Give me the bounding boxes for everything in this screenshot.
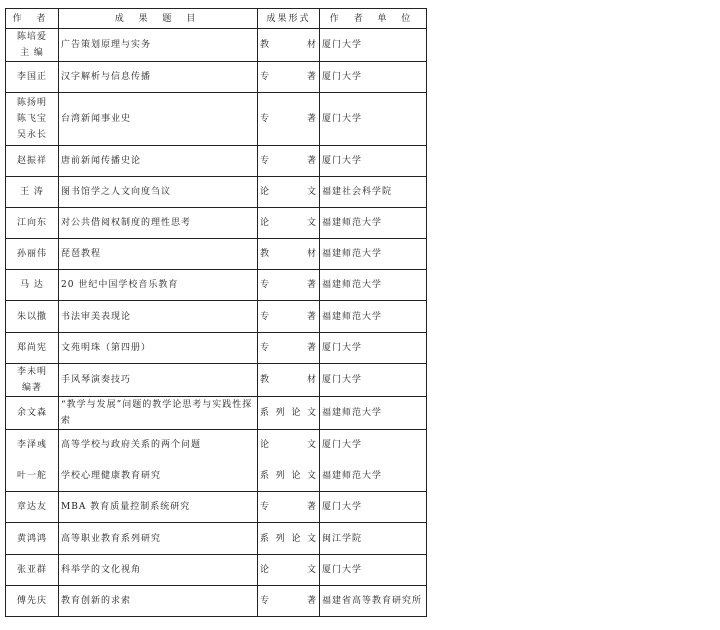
title-cell: 高等学校与政府关系的两个问题 (59, 430, 258, 461)
header-unit: 作 者 单 位 (320, 9, 427, 29)
form-cell: 教 材 (258, 364, 320, 397)
unit-cell: 厦门大学 (320, 430, 427, 461)
table-row (6, 586, 427, 617)
table-row (6, 555, 427, 586)
author-cell: 李国正 (6, 62, 59, 93)
table-row (6, 270, 427, 301)
title-cell: 书法审美表现论 (59, 301, 258, 333)
author-cell: 章达友 (6, 492, 59, 523)
title-cell: 学校心理健康教育研究 (59, 461, 258, 492)
table-row (6, 177, 427, 208)
form-cell: 论 文 (258, 208, 320, 239)
title-cell: 文苑明珠（第四册） (59, 333, 258, 364)
header-title: 成 果 题 目 (59, 9, 258, 29)
table-row (6, 146, 427, 177)
form-cell: 专 著 (258, 146, 320, 177)
table-row (6, 29, 427, 62)
unit-cell: 福建省高等教育研究所 (320, 586, 427, 617)
table-row (6, 208, 427, 239)
form-cell: 论 文 (258, 555, 320, 586)
table-row (6, 239, 427, 270)
table-row (6, 93, 427, 146)
form-cell: 教 材 (258, 29, 320, 62)
table-row (6, 301, 427, 333)
author-cell: 张亚群 (6, 555, 59, 586)
form-cell: 专 著 (258, 62, 320, 93)
table-row (6, 430, 427, 461)
author-cell: 黄鸿鸿 (6, 523, 59, 555)
form-cell: 系列论文 (258, 523, 320, 555)
author-cell: 赵振祥 (6, 146, 59, 177)
title-cell: 对公共借阅权制度的理性思考 (59, 208, 258, 239)
unit-cell: 福建师范大学 (320, 239, 427, 270)
author-cell: 傅先庆 (6, 586, 59, 617)
form-cell: 专 著 (258, 492, 320, 523)
table-row (6, 397, 427, 430)
title-cell: 唐前新闻传播史论 (59, 146, 258, 177)
unit-cell: 厦门大学 (320, 492, 427, 523)
unit-cell: 厦门大学 (320, 93, 427, 146)
unit-cell: 福建师范大学 (320, 301, 427, 333)
table-row (6, 492, 427, 523)
author-cell: 孙丽伟 (6, 239, 59, 270)
title-cell: 琵琶教程 (59, 239, 258, 270)
form-cell: 专 著 (258, 586, 320, 617)
unit-cell: 福建社会科学院 (320, 177, 427, 208)
unit-cell: 厦门大学 (320, 29, 427, 62)
form-cell: 系列论文 (258, 397, 320, 430)
form-cell: 专 著 (258, 301, 320, 333)
title-cell: 手风琴演奏技巧 (59, 364, 258, 397)
unit-cell: 福建师范大学 (320, 397, 427, 430)
header-author: 作 者 (6, 9, 59, 29)
author-cell: 叶一舵 (6, 461, 59, 492)
author-cell: 陈扬明 陈飞宝 吴永长 (6, 93, 59, 146)
form-cell: 专 著 (258, 93, 320, 146)
title-cell: 科举学的文化视角 (59, 555, 258, 586)
author-cell: 朱以撒 (6, 301, 59, 333)
form-cell: 论 文 (258, 430, 320, 461)
header-row (6, 9, 427, 29)
header-form: 成果形式 (258, 9, 320, 29)
awards-table (5, 8, 427, 617)
title-cell: MBA 教育质量控制系统研究 (59, 492, 258, 523)
title-cell: 台湾新闻事业史 (59, 93, 258, 146)
unit-cell: 福建师范大学 (320, 270, 427, 301)
title-cell: 广告策划原理与实务 (59, 29, 258, 62)
title-cell: 教育创新的求索 (59, 586, 258, 617)
title-cell: 图书馆学之人文向度刍议 (59, 177, 258, 208)
author-cell: 余文森 (6, 397, 59, 430)
unit-cell: 福建师范大学 (320, 208, 427, 239)
table-row (6, 461, 427, 492)
table-row (6, 523, 427, 555)
unit-cell: 厦门大学 (320, 146, 427, 177)
title-cell: 汉字解析与信息传播 (59, 62, 258, 93)
table-row (6, 62, 427, 93)
unit-cell: 厦门大学 (320, 364, 427, 397)
form-cell: 论 文 (258, 177, 320, 208)
form-cell: 系列论文 (258, 461, 320, 492)
author-cell: 王 涛 (6, 177, 59, 208)
author-cell: 李泽彧 (6, 430, 59, 461)
title-cell: “教学与发展”问题的教学论思考与实践性探索 (59, 397, 258, 430)
author-cell: 江向东 (6, 208, 59, 239)
table-row (6, 333, 427, 364)
form-cell: 专 著 (258, 333, 320, 364)
unit-cell: 厦门大学 (320, 62, 427, 93)
table-row (6, 364, 427, 397)
unit-cell: 闽江学院 (320, 523, 427, 555)
author-cell: 李未明 编著 (6, 364, 59, 397)
author-cell: 陈培爱 主 编 (6, 29, 59, 62)
title-cell: 高等职业教育系列研究 (59, 523, 258, 555)
author-cell: 马 达 (6, 270, 59, 301)
unit-cell: 福建师范大学 (320, 461, 427, 492)
title-cell: 20 世纪中国学校音乐教育 (59, 270, 258, 301)
unit-cell: 厦门大学 (320, 333, 427, 364)
form-cell: 教 材 (258, 239, 320, 270)
author-cell: 郑尚宪 (6, 333, 59, 364)
form-cell: 专 著 (258, 270, 320, 301)
unit-cell: 厦门大学 (320, 555, 427, 586)
